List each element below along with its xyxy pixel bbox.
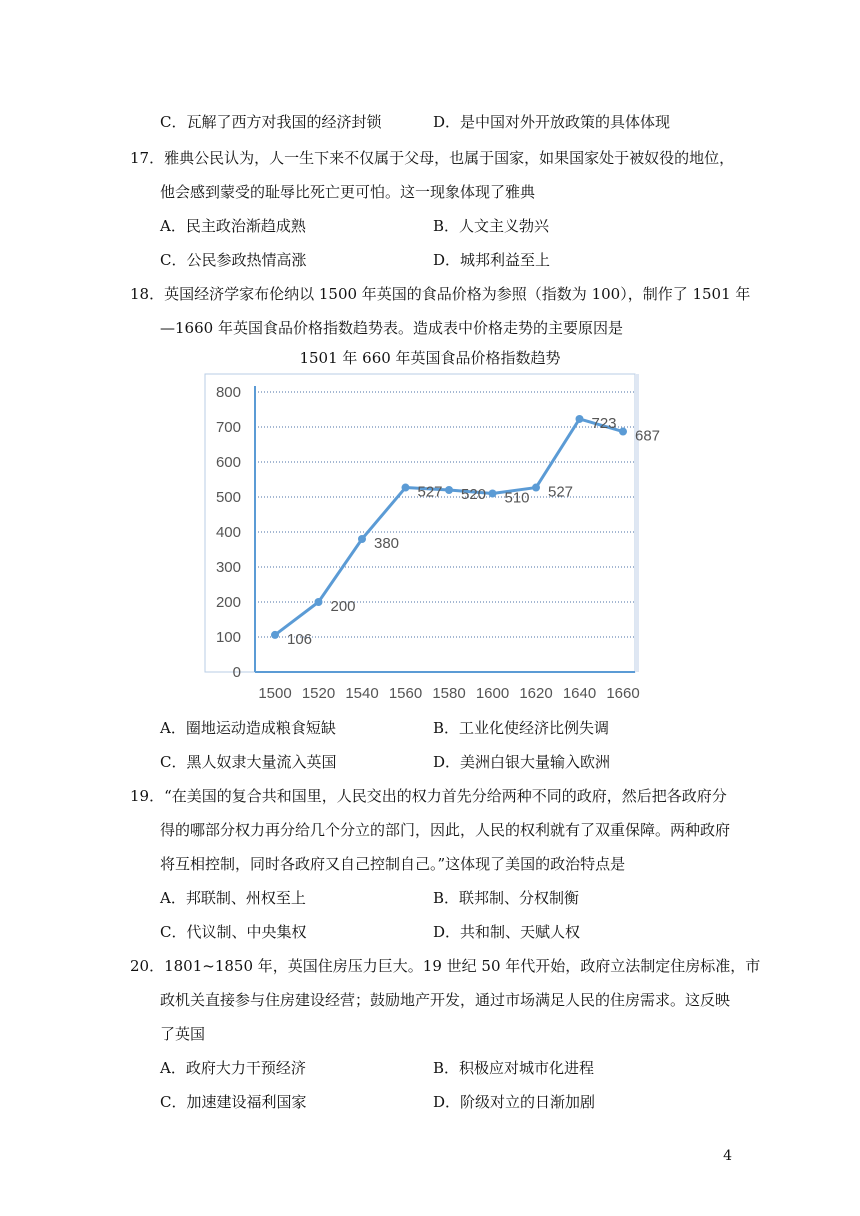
q19-option-c: C．代议制、中央集权: [160, 923, 307, 941]
q18-option-b: B．工业化使经济比例失调: [433, 719, 610, 737]
y-tick-label: 100: [215, 629, 241, 646]
data-label: 106: [287, 630, 313, 648]
data-label: 687: [635, 427, 661, 445]
question-20-text-cont2: 了英国: [160, 1025, 206, 1043]
q17-option-b: B．人文主义勃兴: [433, 217, 550, 235]
q18-option-d: D．美洲白银大量输入欧洲: [433, 753, 611, 771]
page-number: 4: [723, 1148, 732, 1164]
y-tick-label: 200: [215, 594, 241, 611]
data-point: [532, 484, 540, 492]
x-tick-label: 1560: [388, 685, 423, 702]
chart-frame: [205, 374, 635, 672]
y-tick-label: 700: [215, 419, 241, 436]
x-tick-label: 1640: [562, 685, 597, 702]
data-point: [489, 490, 497, 498]
data-label: 527: [417, 483, 443, 501]
chart-frame-shadow: [635, 374, 639, 672]
data-point: [576, 415, 584, 423]
question-20-text: 20．1801~1850 年，英国住房压力巨大。19 世纪 50 年代开始，政府立法制定住房标准，市: [130, 957, 761, 975]
y-tick-label: 300: [215, 559, 241, 576]
q20-option-c: C．加速建设福利国家: [160, 1093, 307, 1111]
y-tick-label: 800: [215, 384, 241, 401]
question-19-text: 19．“在美国的复合共和国里，人民交出的权力首先分给两种不同的政府，然后把各政府分: [130, 787, 727, 805]
y-tick-label: 500: [215, 489, 241, 506]
q20-option-d: D．阶级对立的日渐加剧: [433, 1093, 596, 1111]
q19-option-a: A．邦联制、州权至上: [160, 889, 306, 907]
option-c: C．瓦解了西方对我国的经济封锁: [160, 113, 382, 131]
question-20-text-cont: 政机关直接参与住房建设经营；鼓励地产开发，通过市场满足人民的住房需求。这反映: [160, 991, 731, 1009]
data-label: 200: [330, 598, 356, 615]
y-tick-label: 400: [215, 524, 241, 541]
q19-option-d: D．共和制、天赋人权: [433, 923, 581, 941]
q17-option-c: C．公民参政热情高涨: [160, 251, 307, 269]
data-point: [315, 598, 323, 606]
data-point: [402, 484, 410, 492]
x-tick-label: 1520: [301, 685, 336, 702]
option-d: D．是中国对外开放政策的具体体现: [433, 113, 671, 131]
data-label: 520: [461, 486, 487, 503]
q17-option-d: D．城邦利益至上: [433, 251, 551, 269]
data-label: 510: [504, 489, 530, 507]
price-index-chart: [205, 374, 661, 712]
data-point: [271, 631, 279, 639]
question-18-text: 18．英国经济学家布伦纳以 1500 年英国的食品价格为参照（指数为 100），制作了 1501 年: [130, 285, 751, 303]
x-tick-label: 1660: [606, 685, 640, 702]
q17-option-a: A．民主政治渐趋成熟: [160, 217, 306, 235]
x-tick-label: 1500: [258, 685, 292, 702]
x-tick-label: 1600: [475, 685, 510, 702]
data-label: 723: [591, 414, 617, 432]
question-18-text-cont: —1660 年英国食品价格指数趋势表。造成表中价格走势的主要原因是: [160, 319, 623, 337]
q18-option-a: A．圈地运动造成粮食短缺: [160, 719, 336, 737]
q19-option-b: B．联邦制、分权制衡: [433, 889, 580, 907]
question-17-text-cont: 他会感到蒙受的耻辱比死亡更可怕。这一现象体现了雅典: [160, 183, 536, 201]
q20-option-a: A．政府大力干预经济: [160, 1059, 306, 1077]
question-19-text-cont2: 将互相控制，同时各政府又自己控制自己。”这体现了美国的政治特点是: [160, 855, 626, 873]
x-tick-label: 1540: [345, 685, 379, 702]
x-tick-label: 1620: [519, 685, 553, 702]
q20-option-b: B．积极应对城市化进程: [433, 1059, 595, 1077]
data-point: [619, 428, 627, 436]
data-label: 380: [374, 535, 400, 552]
chart-title: 1501 年 660 年英国食品价格指数趋势: [299, 349, 561, 367]
data-point: [358, 535, 366, 543]
question-17-text: 17．雅典公民认为，人一生下来不仅属于父母，也属于国家，如果国家处于被奴役的地位，: [130, 149, 735, 167]
data-point: [445, 486, 453, 494]
q18-option-c: C．黑人奴隶大量流入英国: [160, 753, 337, 771]
question-19-text-cont: 得的哪部分权力再分给几个分立的部门，因此，人民的权利就有了双重保障。两种政府: [160, 821, 731, 839]
y-tick-label: 600: [215, 454, 241, 471]
y-tick-label: 0: [232, 664, 241, 681]
data-label: 527: [548, 483, 574, 501]
x-tick-label: 1580: [432, 685, 466, 702]
